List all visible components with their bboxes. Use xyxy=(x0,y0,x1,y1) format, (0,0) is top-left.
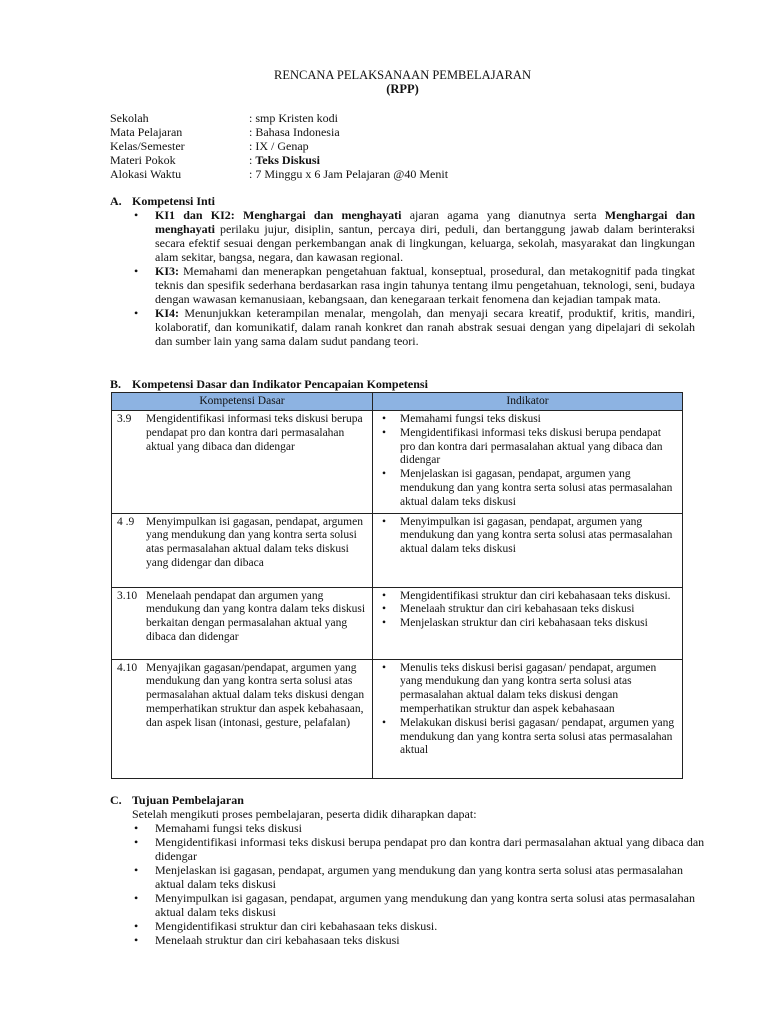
list-item: • Menjelaskan isi gagasan, pendapat, argumen yang mendukung dan yang kontra serta solusi atas permasalahan aktual dalam teks diskusi xyxy=(110,863,710,891)
identity-label: Kelas/Semester xyxy=(110,139,185,153)
list-item: • Memahami fungsi teks diskusi xyxy=(110,821,710,835)
column-header-kd: Kompetensi Dasar xyxy=(112,393,373,411)
indikator-cell xyxy=(373,411,683,514)
indikator-item: • Menjelaskan isi gagasan, pendapat, argumen yang mendukung dan yang kontra serta solusi atas permasalahan aktual dalam teks diskusi xyxy=(376,468,679,509)
ki-text: perilaku jujur, disiplin, santun, percaya diri, peduli, dan bertanggung jawab dalam berinteraksi secara efektif sesuai dengan perkembangan anak di lingkungan, keluarga, sekolah, masyarakat dan lingkungan alam sekitar, bangsa, negara, dan kawasan regional. xyxy=(155,222,695,264)
identity-value: : IX / Genap xyxy=(249,139,309,153)
table-row xyxy=(112,587,683,659)
kd-text: Menyajikan gagasan/pendapat, argumen yang mendukung dan yang kontra serta solusi atas permasalahan aktual dalam teks diskusi dengan memperhatikan struktur dan aspek kebahasaan, dan aspek lisan (intonasi, gesture, pelafalan) xyxy=(146,661,365,729)
identity-value: : 7 Minggu x 6 Jam Pelajaran @40 Menit xyxy=(249,167,449,181)
kd-number: 3.9 xyxy=(117,413,132,425)
identity-row xyxy=(110,139,710,153)
kd-text: Menyimpulkan isi gagasan, pendapat, argumen yang mendukung dan yang kontra serta solusi atas permasalahan aktual dalam teks diskusi yang didengar dan dibaca xyxy=(146,515,363,569)
identity-label: Sekolah xyxy=(110,111,149,125)
tujuan-list xyxy=(110,821,710,947)
indikator-item: • Menulis teks diskusi berisi gagasan/ pendapat, argumen yang mendukung dan yang kontra serta solusi atas permasalahan aktual dalam teks diskusi dengan memperhatikan struktur dan aspek kebahasaan xyxy=(376,662,679,717)
kd-text: Menelaah pendapat dan argumen yang mendukung dan yang kontra dalam teks diskusi berkaitan dengan permasalahan aktual yang dibaca dan didengar xyxy=(146,589,366,643)
section-title: Tujuan Pembelajaran xyxy=(132,793,244,807)
competency-table xyxy=(111,392,683,779)
section-title: Kompetensi Dasar dan Indikator Pencapaian Kompetensi xyxy=(132,377,428,391)
column-header-indikator: Indikator xyxy=(373,393,683,411)
section-letter: B. xyxy=(110,377,122,391)
kd-number: 4 .9 xyxy=(117,515,135,528)
identity-label: Mata Pelajaran xyxy=(110,125,183,139)
section-heading xyxy=(110,194,695,208)
ki-item xyxy=(110,306,695,348)
indikator-item: • Menelaah struktur dan ciri kebahasaan teks diskusi xyxy=(376,603,679,617)
indikator-item: • Menyimpulkan isi gagasan, pendapat, argumen yang mendukung dan yang kontra serta solusi atas permasalahan aktual dalam teks diskusi xyxy=(376,516,679,557)
ki-bold: KI4: xyxy=(155,306,179,320)
ki-item xyxy=(110,208,695,264)
indikator-item: • Memahami fungsi teks diskusi xyxy=(376,413,679,427)
identity-value: : smp Kristen kodi xyxy=(249,111,338,125)
ki-text: ajaran agama yang dianutnya serta xyxy=(401,208,605,222)
ki-bold: KI3: xyxy=(155,264,179,278)
identity-row xyxy=(110,111,710,125)
document-subtitle: (RPP) xyxy=(386,82,419,96)
document-title: RENCANA PELAKSANAAN PEMBELAJARAN xyxy=(274,68,531,82)
indikator-item: • Menjelaskan struktur dan ciri kebahasaan teks diskusi xyxy=(376,617,679,631)
identity-block xyxy=(110,111,710,181)
ki-item xyxy=(110,264,695,306)
list-item: • Mengidentifikasi informasi teks diskusi berupa pendapat pro dan kontra dari permasalahan aktual yang dibaca dan didengar xyxy=(110,835,710,863)
indikator-item: • Mengidentifikasi struktur dan ciri kebahasaan teks diskusi. xyxy=(376,590,679,604)
identity-label: Materi Pokok xyxy=(110,153,176,167)
kd-cell xyxy=(112,513,373,587)
section-heading xyxy=(110,793,710,807)
table-row xyxy=(112,411,683,514)
section-intro: Setelah mengikuti proses pembelajaran, peserta didik diharapkan dapat: xyxy=(132,807,477,821)
table-header-row xyxy=(112,393,683,411)
list-item: • Menelaah struktur dan ciri kebahasaan teks diskusi xyxy=(110,933,710,947)
kd-cell xyxy=(112,659,373,778)
ki-bold: Menghargai dan menghayati xyxy=(155,208,696,236)
section-tujuan-pembelajaran xyxy=(110,793,710,947)
list-item: • Mengidentifikasi struktur dan ciri kebahasaan teks diskusi. xyxy=(110,919,710,933)
identity-label: Alokasi Waktu xyxy=(110,167,182,181)
kd-cell xyxy=(112,587,373,659)
identity-value xyxy=(249,153,320,167)
kd-text: Mengidentifikasi informasi teks diskusi berupa pendapat pro dan kontra dari permasalahan aktual yang dibaca dan didengar xyxy=(146,413,363,453)
identity-row xyxy=(110,167,710,181)
indikator-cell xyxy=(373,513,683,587)
ki-text: Menunjukkan keterampilan menalar, mengolah, dan menyaji secara kreatif, produktif, kritis, mandiri, kolaboratif, dan komunikatif, dalam ranah konkret dan ranah abstrak sesuai dengan yang dipelajari di sekolah dan sumber lain yang sama dalam sudut pandang teori. xyxy=(155,306,695,348)
table-row xyxy=(112,659,683,778)
identity-row xyxy=(110,125,710,139)
list-item: • Menyimpulkan isi gagasan, pendapat, argumen yang mendukung dan yang kontra serta solusi atas permasalahan aktual dalam teks diskusi xyxy=(110,891,710,919)
section-heading xyxy=(110,377,428,391)
ki-bold: KI1 dan KI2: Menghargai dan menghayati xyxy=(155,208,402,222)
identity-value-bold: Teks Diskusi xyxy=(255,153,320,167)
indikator-item: • Melakukan diskusi berisi gagasan/ pendapat, argumen yang mendukung dan yang kontra serta solusi atas permasalahan aktual xyxy=(376,717,679,758)
identity-value: : Bahasa Indonesia xyxy=(249,125,340,139)
identity-value-prefix: : xyxy=(249,153,256,167)
indikator-item: • Mengidentifikasi informasi teks diskusi berupa pendapat pro dan kontra dari permasalahan aktual yang dibaca dan didengar xyxy=(376,427,679,468)
kd-cell xyxy=(112,411,373,514)
table-row xyxy=(112,513,683,587)
indikator-cell xyxy=(373,659,683,778)
section-title: Kompetensi Inti xyxy=(132,194,216,208)
kd-number: 3.10 xyxy=(117,589,138,602)
section-letter: C. xyxy=(110,793,122,807)
ki-list xyxy=(110,208,695,348)
identity-row xyxy=(110,153,710,167)
section-kompetensi-inti xyxy=(110,194,695,348)
kd-number: 4.10 xyxy=(117,661,138,674)
indikator-cell xyxy=(373,587,683,659)
section-letter: A. xyxy=(110,194,122,208)
ki-text: Memahami dan menerapkan pengetahuan faktual, konseptual, prosedural, dan metakognitif pada tingkat teknis dan spesifik sederhana berdasarkan rasa ingin tahunya tentang ilmu pengetahuan, teknologi, seni, budaya dengan wawasan kemanusiaan, kebangsaan, dan kenegaraan terkait fenomena dan kejadian tampak mata. xyxy=(155,264,695,306)
